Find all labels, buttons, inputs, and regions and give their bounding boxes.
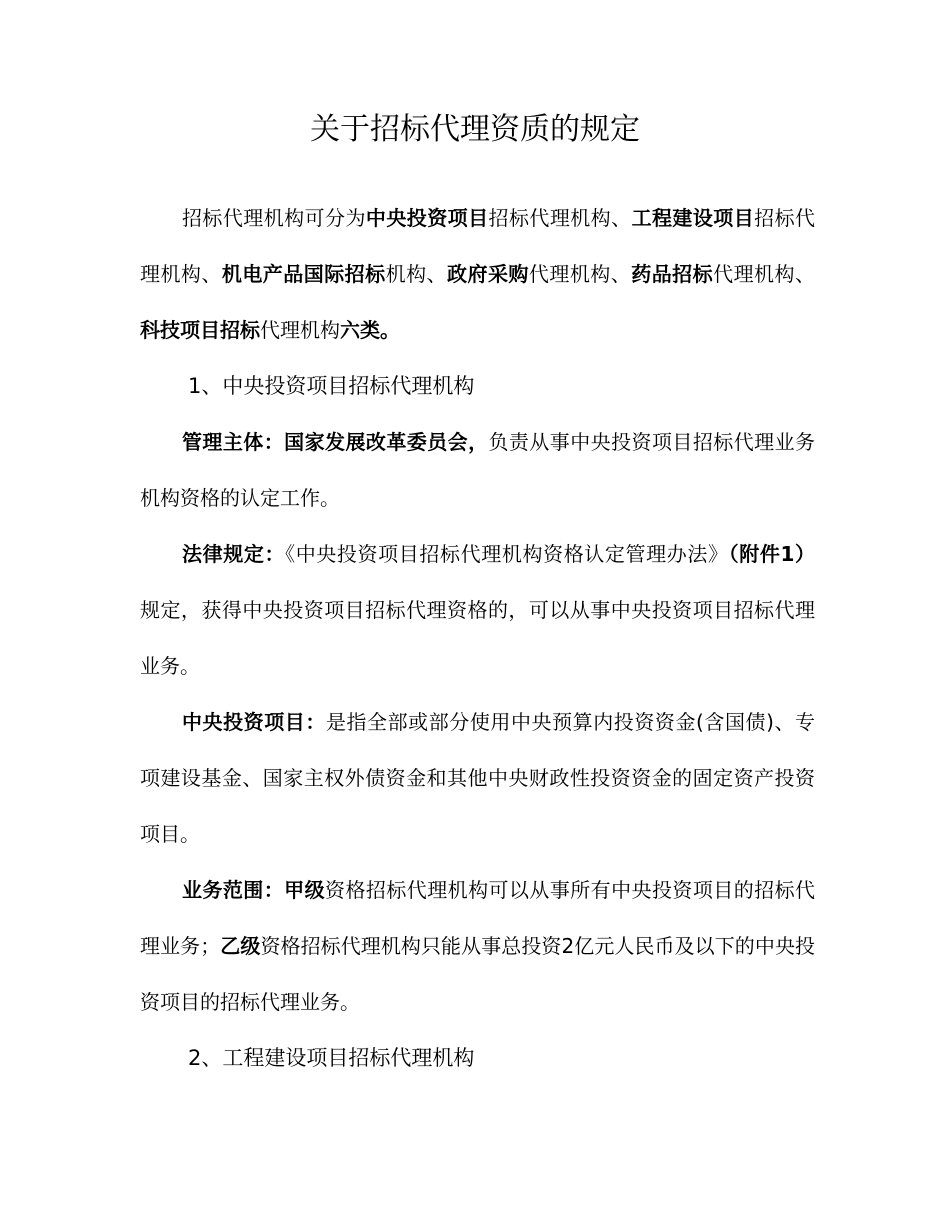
intro-bold-central-investment: 中央投资项目: [365, 206, 489, 230]
management-text: 负责从事中央投资项目招标代理业务机构资格的认定工作。: [140, 430, 815, 510]
intro-bold-pharmaceutical: 药品招标: [631, 262, 714, 286]
scope-text-1: 资格招标代理机构可以从事所有中央投资项目的招标代理业务；: [140, 878, 816, 958]
intro-bold-six-types: 六类。: [340, 318, 400, 342]
scope-text-2: 资格招标代理机构只能从事总投资2亿元人民币及以下的中央投资项目的招标代理业务。: [140, 934, 816, 1014]
intro-text-4: 机构、: [385, 262, 448, 286]
management-paragraph: [140, 414, 815, 526]
document-body: [140, 190, 815, 1086]
scope-grade-a: 甲级: [284, 878, 326, 902]
intro-text-5: 代理机构、: [528, 262, 632, 286]
scope-label: 业务范围：: [182, 878, 285, 902]
law-text-1: 《中央投资项目招标代理机构资格认定管理办法》: [285, 542, 729, 566]
intro-text-3: 招标代理机构、: [140, 206, 816, 286]
law-paragraph: [140, 526, 815, 694]
intro-text-1: 招标代理机构可分为: [182, 206, 366, 230]
project-text: 是指全部或部分使用中央预算内投资资金(含国债)、专项建设基金、国家主权外债资金和其他中央财政性投资资金的固定资产投资项目。: [140, 710, 816, 846]
law-label: 法律规定：: [182, 542, 286, 566]
intro-bold-government-procurement: 政府采购: [447, 262, 529, 286]
law-attachment: （附件1）: [728, 542, 816, 566]
intro-text-6: 代理机构、: [713, 262, 815, 286]
section-2-heading: 2、工程建设项目招标代理机构: [188, 1046, 475, 1070]
scope-paragraph: [140, 862, 815, 1030]
law-text-2: 规定，获得中央投资项目招标代理资格的，可以从事中央投资项目招标代理业务。: [140, 598, 815, 678]
intro-bold-engineering: 工程建设项目: [631, 206, 755, 230]
management-label: 管理主体：国家发展改革委员会，: [182, 430, 489, 454]
project-label: 中央投资项目：: [182, 710, 326, 734]
section-1-heading: 1、中央投资项目招标代理机构: [188, 374, 475, 398]
intro-paragraph: [140, 190, 815, 358]
intro-bold-technology: 科技项目招标: [140, 318, 260, 342]
project-paragraph: [140, 694, 815, 862]
scope-grade-b: 乙级: [220, 934, 261, 958]
intro-bold-electromechanical: 机电产品国际招标: [221, 262, 386, 286]
document-title: 关于招标代理资质的规定: [310, 112, 640, 147]
intro-text-7: 代理机构: [260, 318, 340, 342]
intro-text-2: 招标代理机构、: [488, 206, 632, 230]
